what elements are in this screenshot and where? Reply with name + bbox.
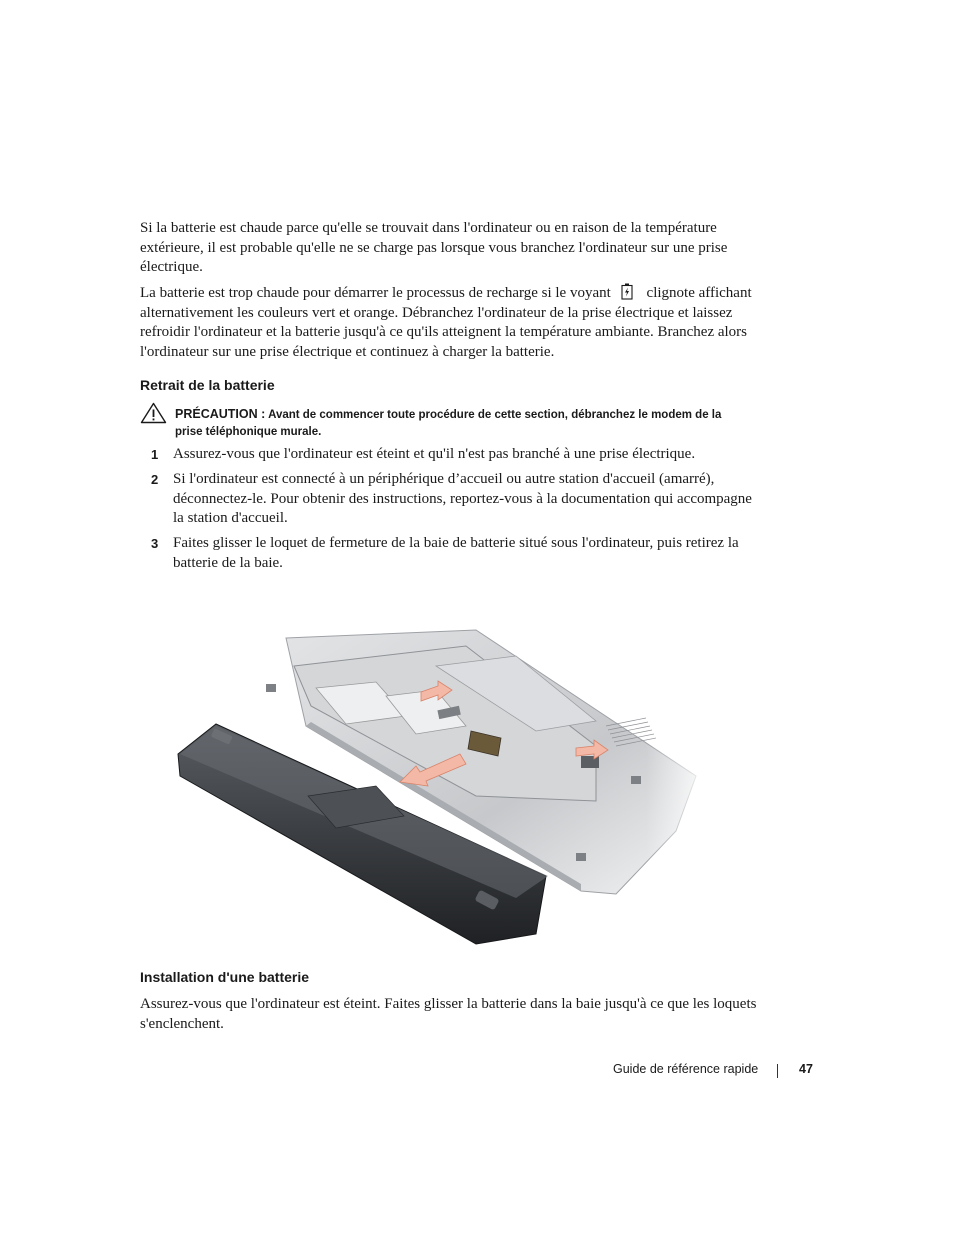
installation-heading: Installation d'une batterie xyxy=(140,969,310,985)
page-number: 47 xyxy=(799,1062,813,1076)
step-1-number: 1 xyxy=(151,447,159,462)
step-3-number: 3 xyxy=(151,536,159,551)
intro-paragraph-2-start: La batterie est trop chaude pour démarrer le processus de recharge si le voyant xyxy=(140,285,611,301)
warning-triangle-icon xyxy=(140,402,167,424)
battery-removal-illustration xyxy=(176,626,716,946)
intro-paragraph-1: Si la batterie est chaude parce qu'elle se trouvait dans l'ordinateur ou en raison de la température extérieure, il est probable qu'elle ne se charge pas lorsque vous branchez l'ordinateur sur une prise électrique. xyxy=(140,220,728,275)
intro-paragraph-2-end: clignote affichant alternativement les couleurs vert et orange. Débranchez l'ordinateur de la prise électrique et laissez refroidir l'ordinateur et la batterie jusqu'à ce qu'ils atteignent la température ambiante. Branchez alors l'ordinateur sur une prise électrique et continuez à charger la batterie. xyxy=(140,285,752,360)
footer-separator xyxy=(777,1064,778,1078)
caution-label: PRÉCAUTION : xyxy=(175,407,266,421)
removal-heading: Retrait de la batterie xyxy=(140,377,275,393)
caution-text-block xyxy=(175,406,750,441)
step-2-number: 2 xyxy=(151,472,159,487)
footer-guide-title: Guide de référence rapide xyxy=(613,1062,759,1076)
battery-status-icon xyxy=(621,283,633,300)
intro-paragraph-2 xyxy=(140,283,760,362)
step-1-text: Assurez-vous que l'ordinateur est éteint et qu'il n'est pas branché à une prise électrique. xyxy=(173,446,696,462)
step-2-text: Si l'ordinateur est connecté à un périphérique d’accueil ou autre station d'accueil (amarré), déconnectez-le. Pour obtenir des instructions, reportez-vous à la documentation qui accompagne la station d'accueil. xyxy=(173,471,752,526)
step-3-text: Faites glisser le loquet de fermeture de la baie de batterie situé sous l'ordinateur, puis retirez la batterie de la baie. xyxy=(173,535,739,571)
caution-message: Avant de commencer toute procédure de cette section, débranchez le modem de la prise téléphonique murale. xyxy=(175,409,722,438)
installation-paragraph: Assurez-vous que l'ordinateur est éteint. Faites glisser la batterie dans la baie jusqu'à ce que les loquets s'enclenchent. xyxy=(140,996,757,1032)
